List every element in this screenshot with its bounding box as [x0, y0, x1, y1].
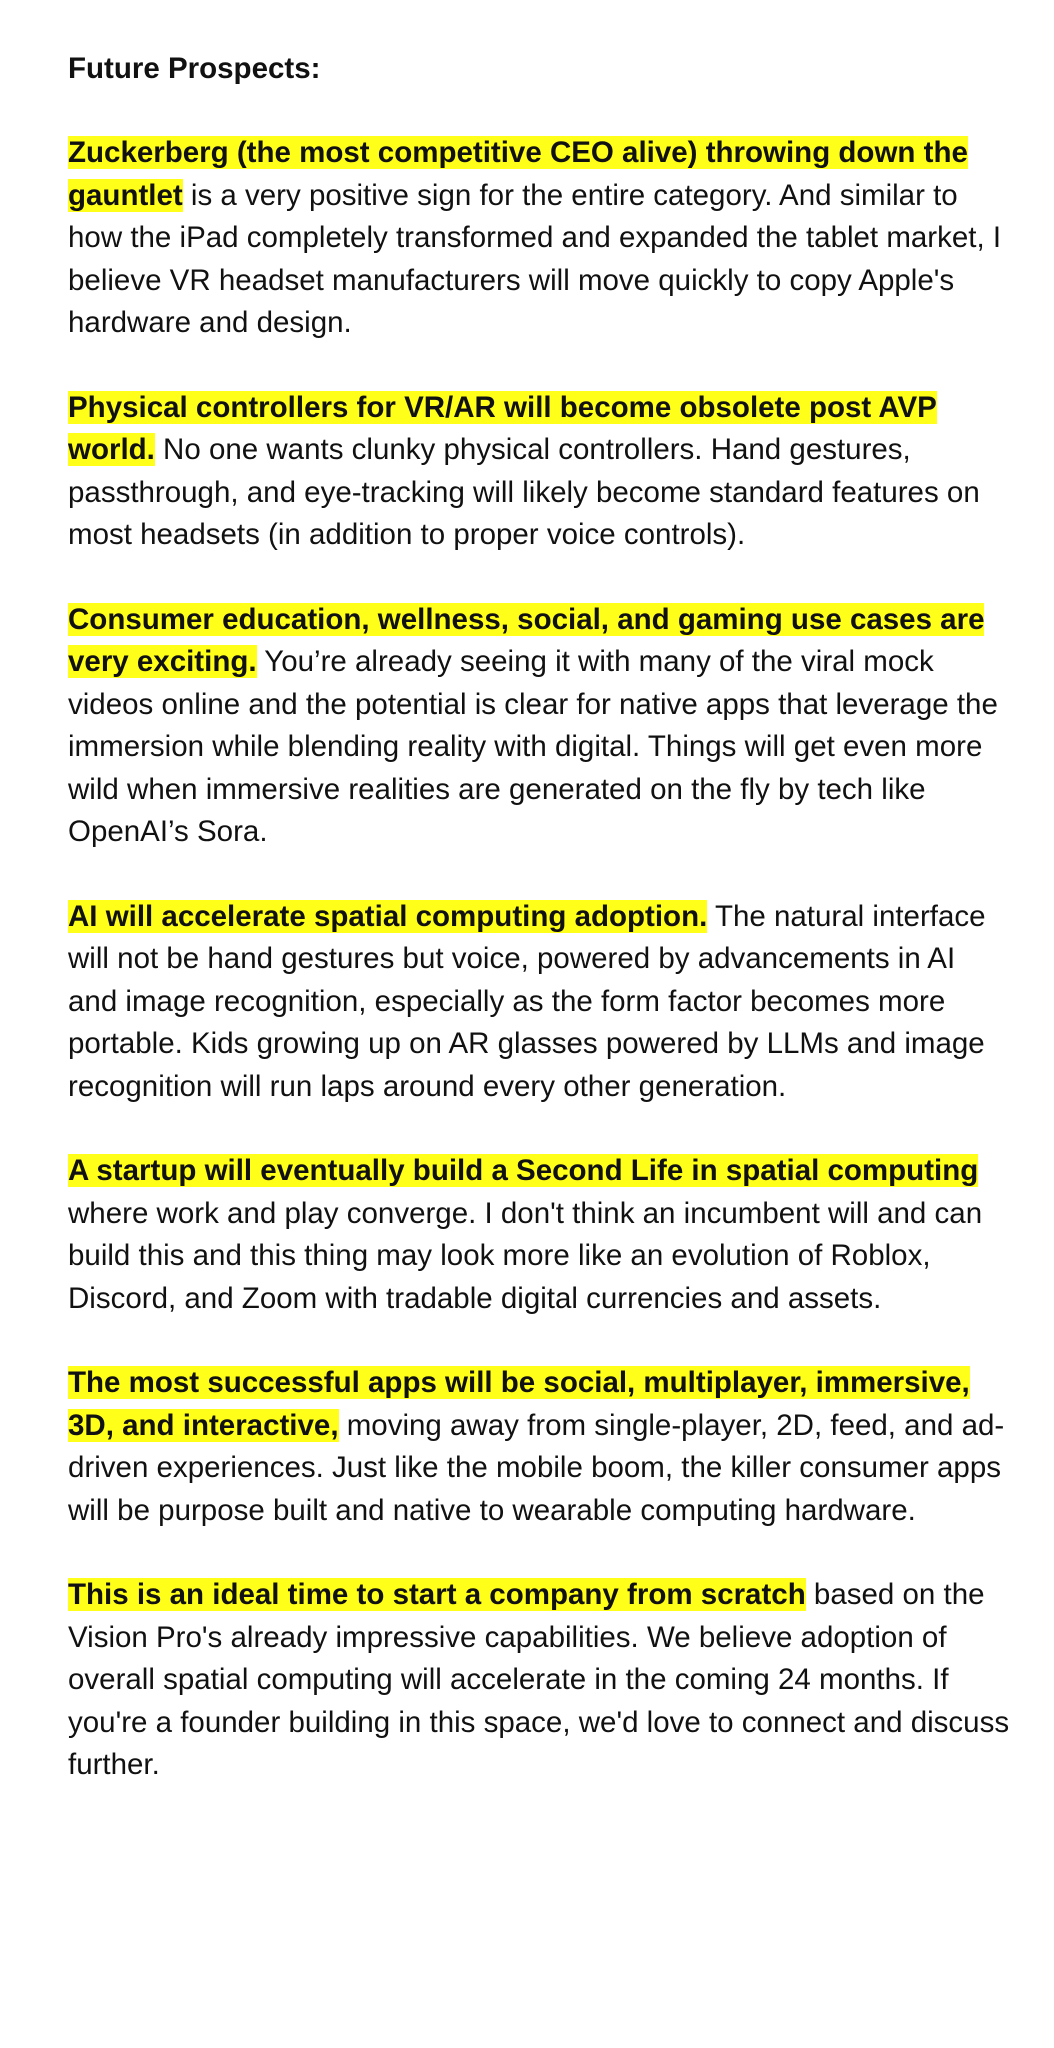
highlight-text: Zuckerberg (the most competitive CEO alive) throwing down the gauntlet [68, 136, 968, 212]
paragraph-successful-apps [68, 1362, 1012, 1532]
paragraph-text: No one wants clunky physical controllers. Hand gestures, passthrough, and eye-tracking will likely become standard features on most headsets (in addition to proper voice controls). [68, 433, 980, 551]
paragraph-ideal-time [68, 1574, 1012, 1787]
paragraph-use-cases [68, 599, 1012, 854]
paragraph-text: where work and play converge. I don't think an incumbent will and can build this and this thing may look more like an evolution of Roblox, Discord, and Zoom with tradable digital currencies and assets. [68, 1196, 983, 1315]
section-heading: Future Prospects: [68, 52, 321, 85]
paragraph-text: The natural interface will not be hand gestures but voice, powered by advancements in AI and image recognition, especially as the form factor becomes more portable. Kids growing up on AR glasses powered by LLMs and image recognition will run laps around every other generation. [68, 899, 986, 1103]
highlight-text: A startup will eventually build a Second Life in spatial computing [68, 1154, 979, 1187]
highlight-text: The most successful apps will be social, multiplayer, immersive, 3D, and interactive, [68, 1366, 970, 1442]
paragraph-text: is a very positive sign for the entire category. And similar to how the iPad completely transformed and expanded the tablet market, I believe VR headset manufacturers will move quickly to copy Apple's hardware and design. [68, 178, 1002, 339]
paragraph-zuckerberg [68, 132, 1012, 345]
paragraph-text: moving away from single-player, 2D, feed, and ad-driven experiences. Just like the mobile boom, the killer consumer apps will be purpose built and native to wearable computing hardware. [68, 1408, 1005, 1527]
highlight-text: AI will accelerate spatial computing adoption. [68, 899, 708, 933]
paragraph-controllers [68, 387, 1012, 557]
highlight-text: This is an ideal time to start a company from scratch [68, 1578, 806, 1611]
paragraph-text: You’re already seeing it with many of the viral mock videos online and the potential is clear for native apps that leverage the immersion while blending reality with digital. Things will get even more wild when immersive realities are generated on the fly by tech like OpenAI’s Sora. [68, 645, 998, 848]
paragraph-ai [68, 896, 1012, 1109]
highlight-text: Physical controllers for VR/AR will become obsolete post AVP world. [68, 390, 937, 466]
paragraph-text: based on the Vision Pro's already impressive capabilities. We believe adoption of overall spatial computing will accelerate in the coming 24 months. If you're a founder building in this space, we'd love to connect and discuss further. [68, 1578, 1010, 1781]
document-body [68, 48, 1012, 1787]
paragraph-second-life [68, 1150, 1012, 1320]
highlight-text: Consumer education, wellness, social, and gaming use cases are very exciting. [68, 602, 985, 678]
